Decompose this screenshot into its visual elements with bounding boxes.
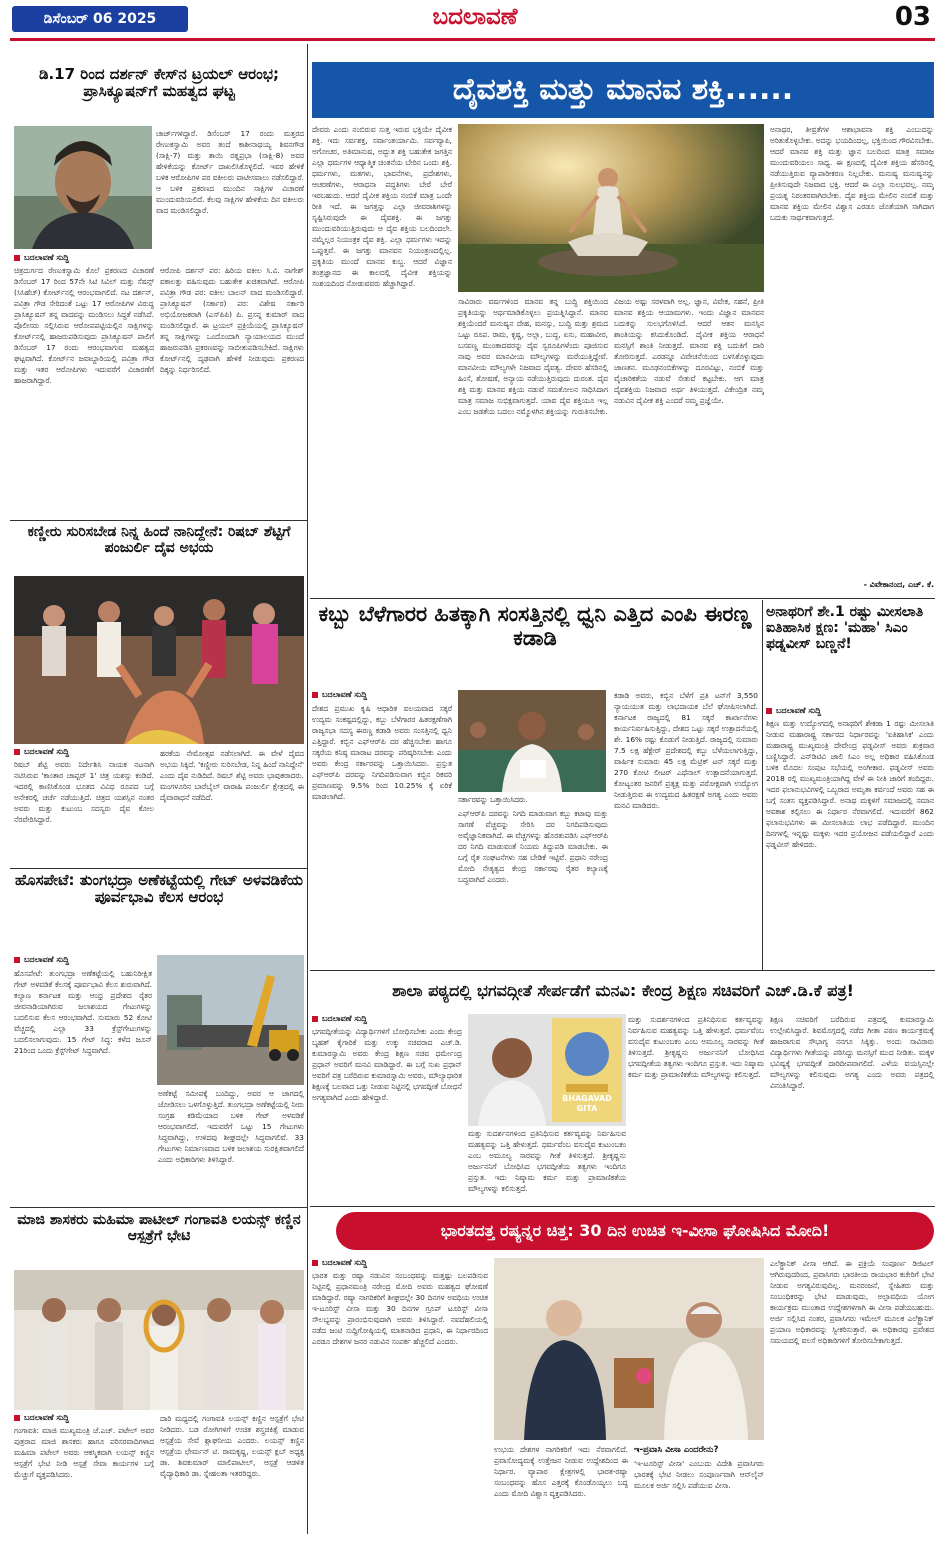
mahima-col2: ದಾರಿ ಮಧ್ಯದಲ್ಲಿ ಗಂಗಾವತಿ ಲಯನ್ಸ್ ಕಣ್ಣಿನ ಆಸ್ಪತ್ರೆಗೆ ಭೇಟಿ ನೀಡಿದರು. ಬಡ ರೋಗಿಗಳಿಗೆ ಉಚಿತ ಶಸ್ತ್ರಚಿಕಿತ್ಸೆ ಮಾಡುವ ಆಸ್ಪತ್ರೆಯ ಸೇವೆ ಶ್ಲಾಘನೀಯ ಎಂದರು. ಲಯನ್ಸ್ ಕಣ್ಣಿನ ಆಸ್ಪತ್ರೆಯ ಛೇರ್ಮನ್ ಟಿ. ರಾಮಕೃಷ್ಣ, ಲಯನ್ಸ್ ಕ್ಲಬ್ ಅಧ್ಯಕ್ಷ ಡಾ. ಶಿವಕುಮಾರ್ ಮಾಲಿಪಾಟೀಲ್, ಆಸ್ಪತ್ರೆ ಆಡಳಿತ ವೈದ್ಯಾಧಿಕಾರಿ ಡಾ. ಸ್ನೇಹಲತಾ ಇತರರಿದ್ದರು. — [160, 1414, 304, 1478]
byline-marker-icon — [312, 692, 318, 698]
byline-text: ಬದಲಾವಣೆ ಸುದ್ದಿ — [24, 1413, 70, 1422]
rishab-byline — [14, 747, 69, 757]
daiva-photo — [458, 124, 764, 292]
kabbu-col3: ಕಡಾಡಿ ಅವರು, ಕಬ್ಬಿನ ಬೆಳೆಗೆ ಪ್ರತಿ ಟನ್‌ಗೆ 3,550 ನ್ಯಾಯಯುತ ಮತ್ತು ಲಾಭದಾಯಕ ಬೆಲೆ ಘೋಷಿಸಲಾಗಿದೆ. ಕರ್ನಾಟಕ ರಾಜ್ಯದಲ್ಲಿ 81 ಸಕ್ಕರೆ ಕಾರ್ಖಾನೆಗಳು ಕಾರ್ಯನಿರ್ವಹಿಸುತ್ತಿದ್ದು, ದೇಶದ ಒಟ್ಟು ಸಕ್ಕರೆ ಉತ್ಪಾದನೆಯಲ್ಲಿ ಶೇ. 16% ರಷ್ಟು ಕೊಡುಗೆ ನೀಡುತ್ತಿದೆ. ರಾಜ್ಯದಲ್ಲಿ ಸುಮಾರು 7.5 ಲಕ್ಷ ಹೆಕ್ಟೇರ್ ಪ್ರದೇಶದಲ್ಲಿ ಕಬ್ಬು ಬೆಳೆಯಲಾಗುತ್ತಿದ್ದು, ವಾರ್ಷಿಕ ಸುಮಾರು 45 ಲಕ್ಷ ಮೆಟ್ರಿಕ್ ಟನ್ ಸಕ್ಕರೆ ಮತ್ತು 270 ಕೋಟಿ ಲೀಟರ್ ಎಥೆನಾಲ್ ಉತ್ಪಾದನೆಯಾಗುತ್ತದೆ. ಕೋಟ್ಯಂತರ ಜನರಿಗೆ ಪ್ರತ್ಯಕ್ಷ ಮತ್ತು ಪರೋಕ್ಷವಾಗಿ ಉದ್ಯೋಗ ನೀಡುತ್ತಿರುವ ಈ ಉದ್ಯಮದ ಹಿತರಕ್ಷಣೆ ಅಗತ್ಯ ಎಂದು ಅವರು ಮನವಿ ಮಾಡಿದರು. — [614, 691, 758, 810]
byline-marker-icon — [14, 749, 20, 755]
daiva-col3: ವಿಜಯ ಅಷ್ಟು ಸರಳವಾಗಿ ಅಲ್ಲ. ಜ್ಞಾನ, ವಿವೇಕ, ಸಹನೆ, ಪ್ರೀತಿ ಮಾನವ ಶಕ್ತಿಯ ಆಯಾಮಗಳು. ಇಂದು ವಿಜ್ಞಾನ ಮಾನವನ ಬದುಕನ್ನು ಸುಲಭಗೊಳಿಸಿದೆ. ಆದರೆ ಆತನ ಮನಸ್ಸಿನ ಶಾಂತಿಯನ್ನು ಕಸಿದುಕೊಂಡಿದೆ. ದೈವೀಕ ಶಕ್ತಿಯ ಆರಾಧನೆ ಮನಸ್ಸಿಗೆ ಶಾಂತಿ ನೀಡುತ್ತದೆ. ಮಾನವ ಶಕ್ತಿ ಬದುಕಿಗೆ ದಾರಿ ತೋರಿಸುತ್ತದೆ. ಎರಡನ್ನೂ ವಿವೇಚನೆಯಿಂದ ಬಳಸಿಕೊಳ್ಳುವುದು ಜಾಣತನ. ಮೂಢನಂಬಿಕೆಗಳನ್ನು ದೂರವಿಟ್ಟು, ನಂಬಿಕೆ ಮತ್ತು ವೈಚಾರಿಕತೆಯ ನಡುವೆ ಸೇತುವೆ ಕಟ್ಟಬೇಕು. ಆಗ ಮಾತ್ರ ದೈವಶಕ್ತಿಯ ನಿಜವಾದ ಅರ್ಥ ತಿಳಿಯುತ್ತದೆ. ವಿಕೇಂದ್ರಿತ ನಮ್ಮ ನಡುವಿನ ದೈವೀಕ ಶಕ್ತಿ ಎಂದರೆ ನಮ್ಮ ಪ್ರಜ್ಞೆಯೇ. — [614, 297, 764, 405]
gita-photo — [468, 1014, 626, 1126]
gita-book-title — [552, 1094, 622, 1114]
darshan-col1: ಚಾರ್ಜ್‌ಗಳಿದ್ದಾರೆ. ಡಿಸೆಂಬರ್ 17 ರಂದು ಮತ್ತರದ ರೇಣುಕಸ್ವಾಮಿ ಅವರ ತಂದೆ ಕಾಶೀನಾಥಯ್ಯ ಶಿವನಗೌಡ (ಸಾಕ್ಷಿ-7) ಮತ್ತು ತಾಯಿ ರತ್ನಪ್ರಭಾ (ಸಾಕ್ಷಿ-8) ಅವರ ಹೇಳಿಕೆಯನ್ನು ಕೋರ್ಟ್ ದಾಖಲಿಸಿಕೊಳ್ಳಲಿದೆ. ಇವರ ಹೇಳಿಕೆ ಬಳಿಕ ಆರೋಪಿಗಳ ಪರ ವಕೀಲರು ಪಾಟೀಸವಾಲು ನಡೆಸಲಿದ್ದಾರೆ. ಆ ಬಳಿಕ ಪ್ರಕರಣದ ಮುಂದಿನ ಸಾಕ್ಷಿಗಳ ವಿಚಾರಣೆ ಮುಂದುವರಿಯಲಿದೆ. ಕೆಲವು ಸಾಕ್ಷಿಗಳ ಹೇಳಿಕೆಯ ದಿನ ವಕೀಲರು ವಾದ ಮಂಡಿಸಲಿದ್ದಾರೆ. — [156, 129, 304, 215]
book-title-line-1: BHAGAVAD — [562, 1094, 612, 1103]
putin-col2: ಉಭಯ ದೇಶಗಳ ನಾಗರಿಕರಿಗೆ ಇದು ನೆರವಾಗಲಿದೆ. ಪ್ರವಾಸೋದ್ಯಮಕ್ಕೆ ಉತ್ತೇಜನ ನೀಡುವ ಉದ್ದೇಶದಿಂದ ಈ ನಿರ್ಧಾರ. ವ್ಯಾಪಾರ ಕ್ಷೇತ್ರಗಳಲ್ಲಿ ಭಾರತ-ರಷ್ಯಾ ಸಂಬಂಧವನ್ನು ಹೊಸ ಎತ್ತರಕ್ಕೆ ಕೊಂಡೊಯ್ಯಲು ಬದ್ಧ ಎಂದು ಮೋದಿ ವಿಶ್ವಾಸ ವ್ಯಕ್ತಪಡಿಸಿದರು. — [494, 1445, 628, 1498]
putin-banner: ಭಾರತದತ್ತ ರಷ್ಯನ್ನರ ಚಿತ್ತ: 30 ದಿನ ಉಚಿತ ಇ-ವೀಸಾ ಘೋಷಿಸಿದ ಮೋದಿ! — [336, 1212, 934, 1250]
tungabhadra-photo — [157, 955, 304, 1085]
masthead — [0, 0, 945, 38]
divider — [310, 598, 935, 599]
gita-byline — [312, 1014, 367, 1024]
tungabhadra-headline: ಹೊಸಪೇಟೆ: ತುಂಗಭದ್ರಾ ಅಣೆಕಟ್ಟೆಯಲ್ಲಿ ಗೇಟ್ ಅಳವಡಿಕೆಯ ಪೂರ್ವಭಾವಿ ಕೆಲಸ ಆರಂಭ — [15, 872, 303, 907]
tungabhadra-col2: ಅಣೆಕಟ್ಟೆ ಸಮೀಪಕ್ಕೆ ಬಂದಿದ್ದು, ಅವರ ಆ ಜಾಗದಲ್ಲಿ ಜೋಡಿಸಲು ಒಳಗೊಳ್ಳುತ್ತಿದೆ. ತುಂಗಭದ್ರಾ ಅಣೆಕಟ್ಟೆಯಲ್ಲಿ ನೀರು ಸಂಗ್ರಹ ಕಡಿಮೆಯಾದ ಬಳಿಕ ಗೇಟ್ ಅಳವಡಿಕೆ ಆರಂಭವಾಗಲಿದೆ. ಇದುವರೆಗೆ ಒಟ್ಟು 15 ಗೇಟುಗಳು ಸಿದ್ಧವಾಗಿದ್ದು, ಉಳಿದವು ಶೀಘ್ರದಲ್ಲೇ ಸಿದ್ಧವಾಗಲಿವೆ. 33 ಗೇಟುಗಳು ನಿರ್ಮಾಣವಾದ ಬಳಿಕ ಜಲಾಶಯ ಸುರಕ್ಷಿತವಾಗಲಿದೆ ಎಂದು ಅಧಿಕಾರಿಗಳು ತಿಳಿಸಿದ್ದಾರೆ. — [158, 1089, 304, 1164]
mahima-headline: ಮಾಜಿ ಶಾಸಕರು ಮಹಿಮಾ ಪಾಟೀಲ್ ಗಂಗಾವತಿ ಲಯನ್ಸ್ ಕಣ್ಣಿನ ಆಸ್ಪತ್ರೆಗೆ ಭೇಟಿ — [17, 1212, 301, 1245]
byline-text: ಬದಲಾವಣೆ ಸುದ್ದಿ — [24, 747, 70, 756]
byline-marker-icon — [14, 957, 20, 963]
byline-text: ಬದಲಾವಣೆ ಸುದ್ದಿ — [322, 690, 368, 699]
putin-subhead: ಇ-ಪ್ರವಾಸಿ ವೀಸಾ ಎಂದರೇನು? — [634, 1445, 719, 1455]
rishab-col1: ರಿಷಬ್ ಶೆಟ್ಟಿ ಅವರು ನಿರ್ದೇಶಿಸಿ ನಾಯಕ ನಟನಾಗಿ ನಟಿಸಿರುವ 'ಕಾಂತಾರ ಚಾಪ್ಟರ್ 1' ಚಿತ್ರ ಯಶಸ್ಸು ಕಂಡಿದೆ. ಇದರಲ್ಲಿ ಕಾಣಿಸಿಕೊಂಡ ಭೂತದ ವಿವಿಧ ರೂಪದ ಬಗ್ಗೆ ಅನೇಕರಲ್ಲಿ ಚರ್ಚೆ ನಡೆಯುತ್ತಿದೆ. ಚಿತ್ರದ ಯಶಸ್ಸಿನ ನಂತರ ಅವರು ಮತ್ತು ಕುಟುಂಬ ಸದಸ್ಯರು ದೈವ ಕೋಲ ನೆರವೇರಿಸಿದ್ದಾರೆ. — [14, 760, 154, 824]
page-number: 03 — [894, 2, 931, 32]
divider — [10, 868, 307, 869]
kabbu-byline — [312, 690, 367, 700]
darshan-photo — [14, 126, 152, 249]
rishab-photo — [14, 576, 304, 744]
mahima-photo — [14, 1270, 304, 1410]
mahima-byline — [14, 1413, 69, 1423]
divider — [310, 970, 935, 971]
column-separator — [307, 44, 308, 1534]
byline-marker-icon — [312, 1260, 318, 1266]
putin-col3: ಎಲೆಕ್ಟ್ರಾನಿಕ್ ವೀಸಾ ಆಗಿದೆ. ಈ ಪ್ರಕ್ರಿಯೆ ಸಂಪೂರ್ಣ ಡಿಜಿಟಲ್ ಆಗಿರುವುದರಿಂದ, ಪ್ರವಾಸಿಗರು ಭಾರತೀಯ ರಾಯಭಾರ ಕಚೇರಿಗೆ ಭೇಟಿ ನೀಡುವ ಅಗತ್ಯವಿರುವುದಿಲ್ಲ. ಮನರಂಜನೆ, ಸ್ನೇಹಿತರು ಮತ್ತು ಸಂಬಂಧಿಕರನ್ನು ಭೇಟಿ ಮಾಡುವುದು, ಅಲ್ಪಾವಧಿಯ ಯೋಗ ಕಾರ್ಯಕ್ರಮ ಮುಂತಾದ ಉದ್ದೇಶಗಳಿಗಾಗಿ ಈ ವೀಸಾ ಪಡೆಯಬಹುದು. ಅರ್ಜಿ ಸಲ್ಲಿಸಿದ ನಂತರ, ಪ್ರವಾಸಿಗರು ಇಮೇಲ್ ಮೂಲಕ ಎಲೆಕ್ಟ್ರಾನಿಕ್ ಪ್ರಯಾಣ ಅಧಿಕಾರವನ್ನು ಸ್ವೀಕರಿಸುತ್ತಾರೆ. ಈ ಅಧಿಕಾರವು ಪ್ರವೇಶದ ಸಮಯದಲ್ಲಿ ವಲಸೆ ಅಧಿಕಾರಿಗಳಿಗೆ ತೋರಿಸಬೇಕಾಗುತ್ತದೆ. — [770, 1259, 934, 1345]
kabbu-photo — [458, 690, 606, 792]
putin-col2b: 'ಇ-ಟೂರಿಸ್ಟ್ ವೀಸಾ' ಎಂಬುದು ವಿದೇಶಿ ಪ್ರವಾಸಿಗರು ಭಾರತಕ್ಕೆ ಭೇಟಿ ನೀಡಲು ಸಂಪೂರ್ಣವಾಗಿ ಆನ್‌ಲೈನ್ ಮೂಲಕ ಅರ್ಜಿ ಸಲ್ಲಿಸಿ ಪಡೆಯುವ ವೀಸಾ. — [634, 1459, 764, 1490]
fadnavis-body: ಶಿಕ್ಷಣ ಮತ್ತು ಉದ್ಯೋಗದಲ್ಲಿ ಅನಾಥರಿಗೆ ಶೇಕಡಾ 1 ರಷ್ಟು ಮೀಸಲಾತಿ ನೀಡುವ ಮಹಾರಾಷ್ಟ್ರ ಸರ್ಕಾರದ ನಿರ್ಧಾರವನ್ನು 'ಐತಿಹಾಸಿಕ' ಎಂದು ಮಹಾರಾಷ್ಟ್ರ ಮುಖ್ಯಮಂತ್ರಿ ದೇವೇಂದ್ರ ಫಡ್ನವೀಸ್ ಅವರು ಶುಕ್ರವಾರ ಬಣ್ಣಿಸಿದ್ದಾರೆ. ಎನ್‌ಡಿಟಿವಿ ಜಾಲಿ ಸಿಎಂ ಅಲ್ಲ ಅಧಿಕಾರ ವಹಿಸಿಕೊಂಡ ಬಳಿಕ ಮೊದಲ ಸಂಪುಟ ಸಭೆಯಲ್ಲಿ ಅಂಗೀಕಾರ. ಫಡ್ನವೀಸ್ ಅವರು 2018 ರಲ್ಲಿ ಮುಖ್ಯಮಂತ್ರಿಯಾಗಿದ್ದ ವೇಳೆ ಈ ನೀತಿ ಜಾರಿಗೆ ತಂದಿದ್ದರು. ಇದರ ಫಲಾನುಭವಿಗಳಲ್ಲಿ ಒಬ್ಬರಾದ ಅಮೃತಾ ಕರ್ವಂದೆ ಅವರು ಸಹ ಈ ಬಗ್ಗೆ ಸಂತಸ ವ್ಯಕ್ತಪಡಿಸಿದ್ದಾರೆ. ಅನಾಥ ಮಕ್ಕಳಿಗೆ ಸಮಾಜದಲ್ಲಿ ಸಮಾನ ಅವಕಾಶ ಕಲ್ಪಿಸಲು ಈ ನಿರ್ಧಾರ ನೆರವಾಗಲಿದೆ. ಇದುವರೆಗೆ 862 ಫಲಾನುಭವಿಗಳು ಈ ಮೀಸಲಾತಿಯ ಲಾಭ ಪಡೆದಿದ್ದಾರೆ. ಮುಂದಿನ ದಿನಗಳಲ್ಲಿ ಇನ್ನಷ್ಟು ಮಕ್ಕಳು ಇದರ ಪ್ರಯೋಜನ ಪಡೆಯಲಿದ್ದಾರೆ ಎಂದು ಫಡ್ನವೀಸ್ ಹೇಳಿದರು. — [766, 719, 934, 849]
gita-col2: ಮತ್ತು ಸುದರ್ಶನಗಳಿಂದ ಪ್ರತಿನಿಧಿಸುವ ಕರ್ತವ್ಯವನ್ನು ನಿರ್ವಹಿಸುವ ಮಹತ್ವವನ್ನು ಒತ್ತಿ ಹೇಳುತ್ತದೆ. ಧರ್ಮವೆಂಬ ವಸುದೈವ ಕುಟುಂಬಕಂ ಎಂಬ ಅಮೂಲ್ಯ ಸಾರವನ್ನು ಗೀತೆ ತಿಳಿಸುತ್ತದೆ. ಶ್ರೀಕೃಷ್ಣನು ಅರ್ಜುನನಿಗೆ ಬೋಧಿಸಿದ ಭಗವದ್ಗೀತೆಯ ತತ್ವಗಳು ಇಂದಿಗೂ ಪ್ರಸ್ತುತ. ಇದು ನಿಷ್ಕಾಮ ಕರ್ಮ ಮತ್ತು ಪ್ರಾಮಾಣಿಕತೆಯ ಮೌಲ್ಯಗಳನ್ನು ಕಲಿಸುತ್ತದೆ. — [468, 1129, 626, 1193]
rishab-headline: ಕಣ್ಣೀರು ಸುರಿಸಬೇಡ ನಿನ್ನ ಹಿಂದೆ ನಾನಿದ್ದೇನೆ: ರಿಷಬ್ ಶೆಟ್ಟಿಗೆ ಪಂಜುರ್ಲಿ ದೈವ ಅಭಯ — [27, 524, 291, 557]
divider — [10, 520, 307, 521]
daiva-col1: ದೇವರು ಎಂದು ನಂಬಿರುವ ಸುತ್ತ ಇರುವ ಭಕ್ತಿಯೇ ದೈವೀಕ ಶಕ್ತಿ. ಇದು ಸರ್ವಶಕ್ತ, ಸರ್ವಾಂತರ್ಯಾಮಿ. ಸರ್ವವ್ಯಾಪಿ, ಅಗೋಚರ, ಅತಿಮಾನುಷ, ಅದ್ಭುತ ಶಕ್ತಿ ಬಹುತೇಕ ಜಗತ್ತಿನ ಎಲ್ಲಾ ಧರ್ಮಗಳ ಆಧ್ಯಾತ್ಮಿಕ ಚಿಂತನೆಯ ಬೇರಿನ ಒಂದು ಶಕ್ತಿ. ಧರ್ಮಗಳು, ಮತಗಳು, ಭಾವನೆಗಳು, ಪ್ರದೇಶಗಳು, ಆಚರಣೆಗಳು, ಆರಾಧನಾ ಪದ್ಧತಿಗಳು ಬೇರೆ ಬೇರೆ ಇರಬಹುದು. ಆದರೆ ದೈವೀಕ ಶಕ್ತಿಯ ನಂಬಿಕೆ ಮಾತ್ರ ಒಂದೇ ರೀತಿ ಇದೆ. ಈ ಜಗತ್ತನ್ನು ಎಲ್ಲಾ ಜೀವರಾಶಿಗಳನ್ನು ಸೃಷ್ಟಿಸಿರುವುದೇ ಈ ದೈವಶಕ್ತಿ. ಈ ಜಗತ್ತು ಮುಂದುವರಿಯುತ್ತಿರುವುದು ಆ ದೈವ ಶಕ್ತಿಯ ಬಲದಿಂದಲೇ. ನಮ್ಮೆಲ್ಲರ ನಿಯಂತ್ರಕ ದೈವ ಶಕ್ತಿ. ಎಲ್ಲಾ ಧರ್ಮಗಳು ಇದನ್ನು ಒಪ್ಪುತ್ತವೆ. ಈ ಜಗತ್ತು ಮಾನವನ ನಿಯಂತ್ರಣದಲ್ಲಿಲ್ಲ. ಪ್ರಕೃತಿಯ ಮುಂದೆ ಮಾನವ ಕುಬ್ಜ. ಆದರೆ ವಿಜ್ಞಾನ ತಂತ್ರಜ್ಞಾನದ ಈ ಕಾಲದಲ್ಲಿ ದೈವೀಕ ಶಕ್ತಿಯನ್ನು ಸಂಶಯದಿಂದ ನೋಡುವವರು ಹೆಚ್ಚಾಗಿದ್ದಾರೆ. — [312, 125, 452, 288]
gita-col3: ಶಿಕ್ಷಣ ಸಚಿವರಿಗೆ ಬರೆದಿರುವ ಪತ್ರದಲ್ಲಿ ಕುಮಾರಸ್ವಾಮಿ ಉಲ್ಲೇಖಿಸಿದ್ದಾರೆ. ಶಿವಮೊಗ್ಗದಲ್ಲಿ ನಡೆದ ಗೀತಾ ಪಠಣ ಕಾರ್ಯಕ್ರಮಕ್ಕೆ ಹಾಜರಾಗುವ ಸೌಭಾಗ್ಯ ನನಗೂ ಸಿಕ್ಕಿತ್ತು. ಅಂದು ಸಾವಿರಾರು ವಿದ್ಯಾರ್ಥಿಗಳು ಗೀತೆಯನ್ನು ಪಠಿಸಿದ್ದು ಮನಸ್ಸಿಗೆ ಮುದ ನೀಡಿತು. ಮಕ್ಕಳ ಭವಿಷ್ಯಕ್ಕೆ ಭಗವದ್ಗೀತೆ ದಾರಿದೀಪವಾಗಲಿದೆ. ಎಳೆಯ ವಯಸ್ಸಿನಲ್ಲೇ ಮೌಲ್ಯಗಳನ್ನು ಕಲಿಸುವುದು ಅಗತ್ಯ ಎಂದು ಅವರು ಪತ್ರದಲ್ಲಿ ವಿನಂತಿಸಿದ್ದಾರೆ. — [770, 1015, 934, 1090]
darshan-byline — [14, 253, 69, 263]
putin-byline — [312, 1258, 367, 1268]
daiva-col2: ಸಾವಿರಾರು ವರ್ಷಗಳಿಂದ ಮಾನವ ತನ್ನ ಬುದ್ಧಿ ಶಕ್ತಿಯಿಂದ ಪ್ರಕೃತಿಯನ್ನು ಅರ್ಥಮಾಡಿಕೊಳ್ಳಲು ಪ್ರಯತ್ನಿಸಿದ್ದಾನೆ. ಮಾನವ ಶಕ್ತಿಯೆಂದರೆ ಮನುಷ್ಯನ ದೇಹ, ಮನಸ್ಸು, ಬುದ್ಧಿ ಮತ್ತು ಶ್ರಮದ ಒಟ್ಟು ರೂಪ. ರಾಮ, ಕೃಷ್ಣ, ಅಲ್ಲಾ, ಬುದ್ಧ, ಏಸು, ಮಹಾವೀರ, ಬಸವಣ್ಣ ಮುಂತಾದವರನ್ನು ದೈವ ಸ್ವರೂಪಿಗಳೆಂದು ಪೂಜಿಸುವ ನಾವು ಅವರ ಮಾನವೀಯ ಮೌಲ್ಯಗಳನ್ನು ಮರೆಯುತ್ತಿದ್ದೇವೆ. ಮಾನವೀಯ ಮೌಲ್ಯಗಳೇ ನಿಜವಾದ ದೈವತ್ವ. ದೇವರ ಹೆಸರಿನಲ್ಲಿ ಹಿಂಸೆ, ಶೋಷಣೆ, ಅನ್ಯಾಯ ನಡೆಯುತ್ತಿರುವುದು ದುರಂತ. ದೈವ ಶಕ್ತಿ ಮತ್ತು ಮಾನವ ಶಕ್ತಿಯ ನಡುವೆ ಸಮತೋಲನ ಸಾಧಿಸಿದಾಗ ಮಾತ್ರ ಸಮಾಜ ಸುಭಿಕ್ಷವಾಗುತ್ತದೆ. ಯಾವ ದೈವ ಶಕ್ತಿಯೂ ಇಲ್ಲ ಎಂಬ ಜಡತೆಯ ಬದಲು ನಮ್ಮೊಳಗಿನ ಶಕ್ತಿಯನ್ನು ಗುರುತಿಸಬೇಕು. — [458, 297, 608, 416]
divider — [310, 1206, 935, 1207]
darshan-col3: ಆರೋಪಿ ದರ್ಶನ್ ಪರ: ಹಿರಿಯ ವಕೀಲ ಸಿ.ವಿ. ನಾಗೇಶ್ ವಕಾಲತ್ತು ವಹಿಸುವುದು ಬಹುತೇಕ ಖಚಿತವಾಗಿದೆ. ಆರೋಪಿ ಪವಿತ್ರಾ ಗೌಡ ಪರ: ವಕೀಲ ಬಾಲನ್ ವಾದ ಮಂಡಿಸಲಿದ್ದಾರೆ. ಪ್ರಾಸಿಕ್ಯೂಷನ್ (ಸರ್ಕಾರ) ಪರ: ವಿಶೇಷ ಸರ್ಕಾರಿ ಅಭಿಯೋಜಕರಾಗಿ (ಎಸ್‌ಪಿಪಿ) ಪಿ. ಪ್ರಸನ್ನ ಕುಮಾರ್ ವಾದ ಮಂಡಿಸಲಿದ್ದಾರೆ. ಈ ಟ್ರಯಲ್ ಪ್ರಕ್ರಿಯೆಯಲ್ಲಿ ಪ್ರಾಸಿಕ್ಯೂಷನ್ ತನ್ನ ಸಾಕ್ಷಿಗಳನ್ನು ಒಂದೊಂದಾಗಿ ನ್ಯಾಯಾಲಯದ ಮುಂದೆ ಹಾಜರುಪಡಿಸಿ ಪ್ರಕರಣವನ್ನು ಸಾಬೀತುಪಡಿಸಬೇಕಿದೆ. ಸಾಕ್ಷಿಗಳು ಕೋರ್ಟ್‌ನಲ್ಲಿ ದೃಢವಾಗಿ ಹೇಳಿಕೆ ನೀಡುವುದು ಪ್ರಕರಣದ ದಿಕ್ಕನ್ನು ನಿರ್ಧರಿಸಲಿದೆ. — [160, 266, 304, 374]
putin-col1: ಭಾರತ ಮತ್ತು ರಷ್ಯಾ ನಡುವಿನ ಸಂಬಂಧವನ್ನು ಮತ್ತಷ್ಟು ಬಲಪಡಿಸುವ ನಿಟ್ಟಿನಲ್ಲಿ ಪ್ರಧಾನಮಂತ್ರಿ ನರೇಂದ್ರ ಮೋದಿ ಅವರು ಮಹತ್ವದ ಘೋಷಣೆ ಮಾಡಿದ್ದಾರೆ. ರಷ್ಯಾ ನಾಗರಿಕರಿಗೆ ಶೀಘ್ರದಲ್ಲೇ 30 ದಿನಗಳ ಅವಧಿಯ ಉಚಿತ ಇ-ಟೂರಿಸ್ಟ್ ವೀಸಾ ಮತ್ತು 30 ದಿನಗಳ ಗ್ರೂಪ್ ಟೂರಿಸ್ಟ್ ವೀಸಾ ಸೌಲಭ್ಯವನ್ನು ಪ್ರಾರಂಭಿಸುವುದಾಗಿ ಅವರು ತಿಳಿಸಿದ್ದಾರೆ. ನವದೆಹಲಿಯಲ್ಲಿ ನಡೆದ ಜಂಟಿ ಸುದ್ದಿಗೋಷ್ಠಿಯಲ್ಲಿ ಮಾತನಾಡಿದ ಪ್ರಧಾನಿ, ಈ ನಿರ್ಧಾರದಿಂದ ಎರಡೂ ದೇಶಗಳ ಜನರ ನಡುವಿನ ಸಂಪರ್ಕ ಹೆಚ್ಚಲಿದೆ ಎಂದರು. — [312, 1271, 488, 1346]
daiva-banner: ದೈವಶಕ್ತಿ ಮತ್ತು ಮಾನವ ಶಕ್ತಿ...... — [312, 62, 934, 118]
masthead-title: ಬದಲಾವಣೆ — [432, 3, 518, 30]
gita-col1: ಭಗವದ್ಗೀತೆಯನ್ನು ವಿದ್ಯಾರ್ಥಿಗಳಿಗೆ ಬೋಧಿಸಬೇಕು ಎಂದು ಕೇಂದ್ರ ಬೃಹತ್ ಕೈಗಾರಿಕೆ ಮತ್ತು ಉಕ್ಕು ಸಚಿವರಾದ ಎಚ್.ಡಿ. ಕುಮಾರಸ್ವಾಮಿ ಅವರು ಕೇಂದ್ರ ಶಿಕ್ಷಣ ಸಚಿವ ಧರ್ಮೇಂದ್ರ ಪ್ರಧಾನ್ ಅವರಿಗೆ ಮನವಿ ಮಾಡಿದ್ದಾರೆ. ಈ ಬಗ್ಗೆ ಸುಖ ಪ್ರಧಾನ್ ಅವರಿಗೆ ಪತ್ರ ಬರೆದಿರುವ ಕುಮಾರಸ್ವಾಮಿ ಅವರು, ಮೌಲ್ಯಾಧಾರಿತ ಶಿಕ್ಷಣಕ್ಕೆ ಬಲವಾದ ಒತ್ತು ನೀಡುವ ನಿಟ್ಟಿನಲ್ಲಿ ಭಗವದ್ಗೀತೆ ಬೋಧನೆ ಅಗತ್ಯವಾಗಿದೆ ಎಂದು ಹೇಳಿದ್ದಾರೆ. — [312, 1027, 462, 1102]
mahima-col1: ಗಂಗಾವತಿ: ಮಾಜಿ ಮುಖ್ಯಮಂತ್ರಿ ಜೆ.ಎಚ್. ಪಟೇಲ್ ಅವರ ಪುತ್ರರಾದ ಮಾಜಿ ಶಾಸಕರು ಹಾಗೂ ಪರಿಸರವಾದಿಗಳಾದ ಮಹಿಮಾ ಪಟೇಲ್ ಅವರು ಆಕಸ್ಮಿಕವಾಗಿ ಲಯನ್ಸ್ ಕಣ್ಣಿನ ಆಸ್ಪತ್ರೆಗೆ ಭೇಟಿ ನೀಡಿ ಆಸ್ಪತ್ರೆ ಸೇವಾ ಕಾರ್ಯಗಳ ಬಗ್ಗೆ ಮೆಚ್ಚುಗೆ ವ್ಯಕ್ತಪಡಿಸಿದರು. — [14, 1426, 154, 1479]
byline-text: ಬದಲಾವಣೆ ಸುದ್ದಿ — [322, 1014, 368, 1023]
darshan-col2: ಚಿತ್ರದುರ್ಗದ ರೇಣುಕಸ್ವಾಮಿ ಕೊಲೆ ಪ್ರಕರಣದ ವಿಚಾರಣೆ ಡಿಸೆಂಬರ್ 17 ರಿಂದ 57ನೇ ಸಿಟಿ ಸಿವಿಲ್ ಮತ್ತು ಸೆಷನ್ಸ್ (ಸಿಸಿಹೆಚ್) ಕೋರ್ಟ್‌ನಲ್ಲಿ ಆರಂಭವಾಗಲಿದೆ. ನಟ ದರ್ಶನ್, ಪವಿತ್ರಾ ಗೌಡ ಸೇರಿದಂತೆ ಒಟ್ಟು 17 ಆರೋಪಿಗಳ ವಿರುದ್ಧ ಪ್ರಾಸಿಕ್ಯೂಷನ್ ತನ್ನ ವಾದವನ್ನು ಮಂಡಿಸಲು ಸಿದ್ಧತೆ ನಡೆಸಿದೆ. ಪೊಲೀಸರು ಸಲ್ಲಿಸಿರುವ ಆರೋಪಪಟ್ಟಿಯಲ್ಲಿನ ಸಾಕ್ಷಿಗಳನ್ನು ಕೋರ್ಟ್‌ನಲ್ಲಿ ಹಾಜರುಪಡಿಸುವುದು ಪ್ರಾಸಿಕ್ಯೂಷನ್ ಪಾಲಿಗೆ ಡಿಸೆಂಬರ್ 17 ರಂದು ಆರಂಭವಾಗುವ ಮಹತ್ವದ ಘಟ್ಟವಾಗಿದೆ. ಕೋರ್ಟ್‌ನ ಜವಾಬ್ದಾರಿಯಲ್ಲಿ ಪವಿತ್ರಾ ಗೌಡ ಮತ್ತು ಇತರ ಆರೋಪಿಗಳು ಇದುವರೆಗೆ ವಿಚಾರಣೆಗೆ ಹಾಜರಾಗಿದ್ದಾರೆ. — [14, 266, 154, 385]
daiva-col4: ಅನಾಥರ, ತೀವ್ರತೆಗಳ ಆಶಾಭಾವನಾ ಶಕ್ತಿ ಎಂಬುದನ್ನು ಅರಿತುಕೊಳ್ಳಬೇಕು. ಅದನ್ನು ಭಯದಿಂದಲ್ಲ, ಭಕ್ತಿಯಿಂದ ಗೌರವಿಸಬೇಕು. ಆದರೆ ಮಾನವ ಶಕ್ತಿ ಮತ್ತು ಜ್ಞಾನ ಬಲದಿಂದ ಮಾತ್ರ ಸಮಾಜ ಮುಂದುವರಿಯಲು ಸಾಧ್ಯ. ಈ ಕ್ಷಣದಲ್ಲಿ ದೈವೀಕ ಶಕ್ತಿಯ ಹೆಸರಿನಲ್ಲಿ ನಡೆಯುತ್ತಿರುವ ವ್ಯಾಪಾರೀಕರಣ ನಿಲ್ಲಬೇಕು. ಮನುಷ್ಯ ಮನುಷ್ಯನನ್ನು ಪ್ರೀತಿಸುವುದೇ ನಿಜವಾದ ಭಕ್ತಿ. ಆದರೆ ಈ ಎಲ್ಲಾ ಸುಲಭವಲ್ಲ. ನಮ್ಮ ಪ್ರಯತ್ನ ನಿರಂತರವಾಗಿರಬೇಕು. ದೈವ ಶಕ್ತಿಯ ಮೇಲಿನ ನಂಬಿಕೆ ಮತ್ತು ಮಾನವ ಶಕ್ತಿಯ ಮೇಲಿನ ವಿಶ್ವಾಸ ಎರಡೂ ಜೊತೆಯಾಗಿ ಸಾಗಿದಾಗ ಬದುಕು ಸಾರ್ಥಕವಾಗುತ್ತದೆ. — [770, 125, 934, 222]
kabbu-col1: ದೇಶದ ಪ್ರಮುಖ ಕೃಷಿ ಆಧಾರಿತ ವಲಯವಾದ ಸಕ್ಕರೆ ಉದ್ಯಮ ಸಂಕಷ್ಟದಲ್ಲಿದ್ದು, ಕಬ್ಬು ಬೆಳೆಗಾರರ ಹಿತರಕ್ಷಣೆಗಾಗಿ ರಾಜ್ಯಸಭಾ ಸದಸ್ಯ ಈರಣ್ಣ ಕಡಾಡಿ ಅವರು ಸಂಸತ್ತಿನಲ್ಲಿ ಧ್ವನಿ ಎತ್ತಿದ್ದಾರೆ. ಕಬ್ಬಿನ ಎಫ್‌ಆರ್‌ಪಿ ದರ ಹೆಚ್ಚಿಸಬೇಕು ಹಾಗೂ ಸಕ್ಕರೆಯ ಕನಿಷ್ಠ ಮಾರಾಟ ದರವನ್ನು ಪರಿಷ್ಕರಿಸಬೇಕು ಎಂದು ಅವರು ಕೇಂದ್ರ ಸರ್ಕಾರವನ್ನು ಒತ್ತಾಯಿಸಿದರು. ಪ್ರಸ್ತುತ ಎಫ್‌ಆರ್‌ಪಿ ದರವನ್ನು ನಿಗದಿಪಡಿಸುವಾಗ ಕಬ್ಬಿನ ರಿಕವರಿ ಪ್ರಮಾಣವನ್ನು 9.5% ರಿಂದ 10.25% ಕ್ಕೆ ಏರಿಕೆ ಮಾಡಲಾಗಿದೆ. — [312, 704, 452, 801]
divider — [10, 1207, 307, 1208]
masthead-rule — [10, 38, 935, 41]
byline-text: ಬದಲಾವಣೆ ಸುದ್ದಿ — [322, 1258, 368, 1267]
column-separator — [762, 600, 763, 970]
gita-col2-top: ಮತ್ತು ಸುದರ್ಶನಗಳಿಂದ ಪ್ರತಿನಿಧಿಸುವ ಕರ್ತವ್ಯವನ್ನು ನಿರ್ವಹಿಸುವ ಮಹತ್ವವನ್ನು ಒತ್ತಿ ಹೇಳುತ್ತದೆ. ಧರ್ಮವೆಂಬ ವಸುದೈವ ಕುಟುಂಬಕಂ ಎಂಬ ಅಮೂಲ್ಯ ಸಾರವನ್ನು ಗೀತೆ ತಿಳಿಸುತ್ತದೆ. ಶ್ರೀಕೃಷ್ಣನು ಅರ್ಜುನನಿಗೆ ಬೋಧಿಸಿದ ಭಗವದ್ಗೀತೆಯ ತತ್ವಗಳು ಇಂದಿಗೂ ಪ್ರಸ್ತುತ. ಇದು ನಿಷ್ಕಾಮ ಕರ್ಮ ಮತ್ತು ಪ್ರಾಮಾಣಿಕತೆಯ ಮೌಲ್ಯಗಳನ್ನು ಕಲಿಸುತ್ತದೆ. — [628, 1015, 764, 1079]
fadnavis-byline — [766, 706, 821, 716]
byline-text: ಬದಲಾವಣೆ ಸುದ್ದಿ — [776, 706, 822, 715]
tungabhadra-col1: ಹೊಸಪೇಟೆ: ತುಂಗಭದ್ರಾ ಅಣೆಕಟ್ಟೆಯಲ್ಲಿ ಬಹುನಿರೀಕ್ಷಿತ ಗೇಟ್ ಅಳವಡಿಕೆ ಕೆಲಸಕ್ಕೆ ಪೂರ್ವಭಾವಿ ಕೆಲಸ ಶುರುವಾಗಿದೆ. ಕಲ್ಯಾಣ ಕರ್ನಾಟಕ ಮತ್ತು ಆಂಧ್ರ ಪ್ರದೇಶದ ರೈತರ ಜೀವನಾಡಿಯಾಗಿರುವ ಜಲಾಶಯದ ಗೇಟುಗಳನ್ನು ಬದಲಿಸುವ ಕೆಲಸ ಆರಂಭವಾಗಿದೆ. ಸುಮಾರು 52 ಕೋಟಿ ವೆಚ್ಚದಲ್ಲಿ ಎಲ್ಲಾ 33 ಕ್ರೆಸ್ಟ್‌ಗೇಟುಗಳನ್ನು ಬದಲಿಸಲಾಗುವುದು. 15 ಗೇಟ್ ಸಿದ್ಧ: ಕಳೆದ ಜೂನ್ 21ರಿಂದ ಒಂದು ಕ್ರೆಸ್ಟ್‌ಗೇಟ್ ಸಿದ್ಧವಾಗಿದೆ. — [14, 969, 152, 1055]
date-badge: ಡಿಸೆಂಬರ್ 06 2025 — [12, 6, 188, 32]
kabbu-headline: ಕಬ್ಬು ಬೆಳೆಗಾರರ ಹಿತಕ್ಕಾಗಿ ಸಂಸತ್ತಿನಲ್ಲಿ ಧ್ವನಿ ಎತ್ತಿದ ಎಂಪಿ ಈರಣ್ಣ ಕಡಾಡಿ — [318, 602, 752, 651]
byline-text: ಬದಲಾವಣೆ ಸುದ್ದಿ — [24, 955, 70, 964]
darshan-headline: ಡಿ.17 ರಿಂದ ದರ್ಶನ್ ಕೇಸ್‌ನ ಟ್ರಯಲ್ ಆರಂಭ; ಪ್ರಾಸಿಕ್ಯೂಷನ್‌ಗೆ ಮಹತ್ವದ ಘಟ್ಟ — [39, 66, 279, 101]
byline-text: ಬದಲಾವಣೆ ಸುದ್ದಿ — [24, 253, 70, 262]
byline-marker-icon — [766, 708, 772, 714]
putin-photo — [494, 1258, 764, 1440]
byline-marker-icon — [14, 255, 20, 261]
byline-marker-icon — [14, 1415, 20, 1421]
kabbu-col2: ಎಫ್‌ಆರ್‌ಪಿ ದರವನ್ನು ನಿಗದಿ ಮಾಡುವಾಗ ಕಬ್ಬು ಕಟಾವು ಮತ್ತು ಸಾಗಣೆ ವೆಚ್ಚವನ್ನು ಸೇರಿಸಿ ದರ ನಿಗದಿಪಡಿಸುವುದು ಅವೈಜ್ಞಾನಿಕವಾಗಿದೆ. ಈ ವೆಚ್ಚಗಳನ್ನು ಹೊರತುಪಡಿಸಿ ಎಫ್‌ಆರ್‌ಪಿ ದರ ನಿಗದಿ ಮಾಡುವಂತೆ ನಿಯಮ ತಿದ್ದುಪಡಿ ಮಾಡಬೇಕು. ಈ ಬಗ್ಗೆ ರೈತ ಸಂಘಟನೆಗಳು ಸಹ ಬೇಡಿಕೆ ಇಟ್ಟಿವೆ. ಪ್ರಧಾನಿ ನರೇಂದ್ರ ಮೋದಿ ನೇತೃತ್ವದ ಕೇಂದ್ರ ಸರ್ಕಾರವು ರೈತರ ಕಲ್ಯಾಣಕ್ಕೆ ಬದ್ಧವಾಗಿದೆ ಎಂದರು. — [458, 809, 608, 884]
rishab-col2: ಹರಕೆಯ ನೇಮೋತ್ಸವ ನಡೆಸಲಾಗಿದೆ. ಈ ವೇಳೆ ದೈವದ ಅಭಯ ಸಿಕ್ಕಿದೆ. 'ಕಣ್ಣೀರು ಸುರಿಸಬೇಡ, ನಿನ್ನ ಹಿಂದೆ ನಾನಿದ್ದೇನೆ' ಎಂದು ದೈವ ನುಡಿದಿದೆ. ರಿಷಬ್ ಶೆಟ್ಟಿ ಅವರು ಭಾವುಕರಾದರು. ಮಂಗಳೂರಿನ ಬಾರೆಬೈಲ್ ವಾರಾಹಿ ಪಂಜುರ್ಲಿ ಕ್ಷೇತ್ರದಲ್ಲಿ ಈ ದೈವಾರಾಧನೆ ನಡೆದಿದೆ. — [160, 749, 304, 802]
gita-headline: ಶಾಲಾ ಪಠ್ಯದಲ್ಲಿ ಭಗವದ್ಗೀತೆ ಸೇರ್ಪಡೆಗೆ ಮನವಿ: ಕೇಂದ್ರ ಶಿಕ್ಷಣ ಸಚಿವರಿಗೆ ಎಚ್.ಡಿ.ಕೆ ಪತ್ರ! — [392, 981, 854, 1000]
fadnavis-headline: ಅನಾಥರಿಗೆ ಶೇ.1 ರಷ್ಟು ಮೀಸಲಾತಿ ಐತಿಹಾಸಿಕ ಕ್ಷಣ: 'ಮಹಾ' ಸಿಎಂ ಫಡ್ನವೀಸ್ ಬಣ್ಣನೆ! — [766, 604, 924, 653]
tungabhadra-byline — [14, 955, 69, 965]
kabbu-photo-caption: ಸರ್ಕಾರವನ್ನು ಒತ್ತಾಯಿಸಿದರು. — [458, 795, 528, 804]
daiva-author: - ವಿವೇಕಾನಂದ, ಎಚ್. ಕೆ. — [863, 580, 934, 589]
byline-marker-icon — [312, 1016, 318, 1022]
book-title-line-2: GITA — [576, 1104, 598, 1113]
